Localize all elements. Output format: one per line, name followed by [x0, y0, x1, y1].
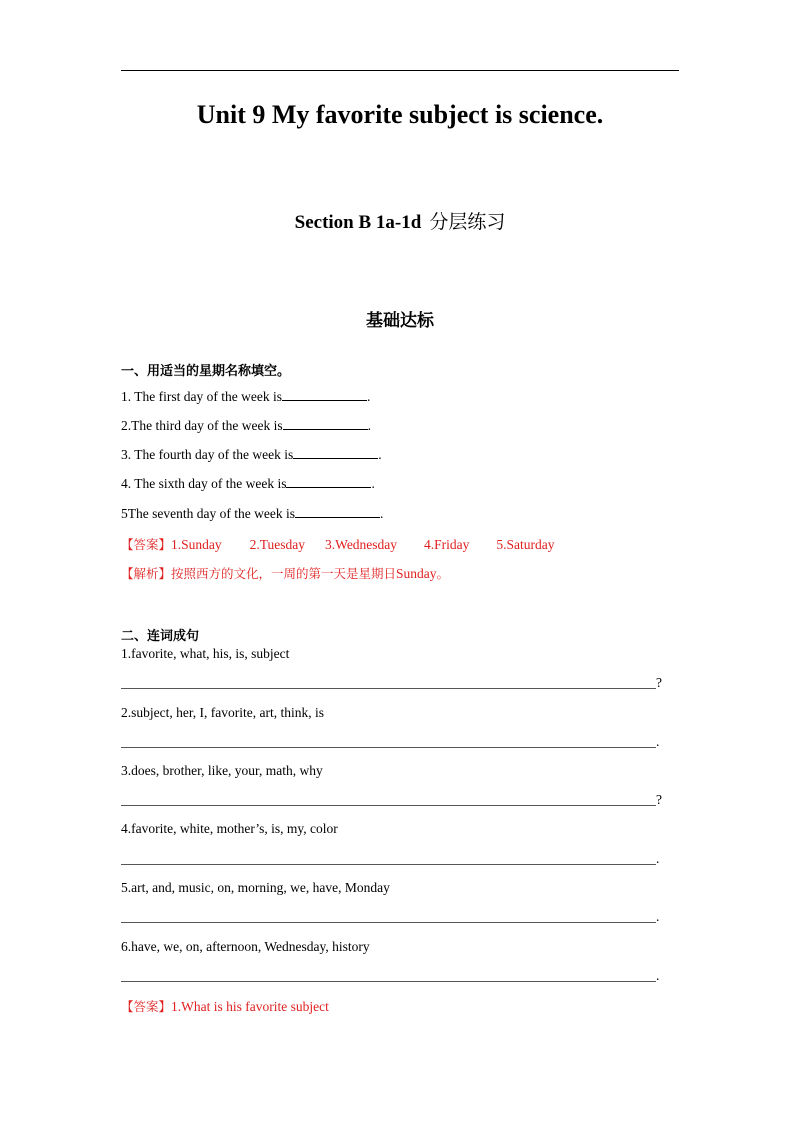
answer-blank[interactable]	[295, 506, 380, 518]
question-end: .	[379, 506, 384, 521]
answer-line[interactable]	[121, 688, 656, 689]
word-list: 5.art, and, music, on, morning, we, have, Monday	[121, 880, 390, 895]
word-list: 1.favorite, what, his, is, subject	[121, 646, 290, 661]
part1-heading: 一、用适当的星期名称填空。	[121, 364, 291, 379]
fill-question	[121, 418, 371, 434]
question-end: .	[366, 389, 371, 404]
fill-question	[121, 506, 383, 522]
question-end: .	[378, 447, 382, 462]
answer-item: 1.Sunday	[171, 537, 222, 552]
answer-item: 3.Wednesday	[325, 537, 398, 552]
part1-answer	[121, 535, 555, 553]
sentence-end: ?	[656, 792, 662, 807]
answer-blank[interactable]	[286, 476, 371, 488]
question-text: 3. The fourth day of the week is	[121, 447, 294, 462]
subtitle-chinese: 分层练习	[429, 211, 506, 233]
answer-label: 【答案】	[121, 999, 172, 1014]
answer-blank[interactable]	[282, 389, 367, 401]
header-rule	[121, 70, 679, 71]
answer-line[interactable]	[121, 805, 656, 806]
sentence-end: ?	[656, 675, 662, 690]
answer-line[interactable]	[121, 981, 656, 982]
fill-question	[121, 476, 375, 492]
answer-item: 2.Tuesday	[249, 537, 306, 552]
analysis-label: 【解析】	[121, 566, 172, 581]
word-list: 6.have, we, on, afternoon, Wednesday, history	[121, 939, 370, 954]
question-text: 4. The sixth day of the week is	[121, 476, 287, 491]
question-text: 2.The third day of the week is	[121, 418, 283, 433]
answer-item: 5.Saturday	[496, 537, 555, 552]
fill-question	[121, 447, 382, 463]
question-text: 5The seventh day of the week is	[121, 506, 295, 521]
analysis-word: Sunday	[396, 566, 437, 581]
part2-heading: 二、连词成句	[121, 629, 200, 644]
answer-label: 【答案】	[121, 537, 172, 552]
word-list: 3.does, brother, like, your, math, why	[121, 763, 323, 778]
part2-answer	[121, 997, 329, 1015]
answer-text: 1.What is his favorite subject	[171, 999, 329, 1014]
level-heading: 基础达标	[366, 311, 434, 331]
question-end: .	[367, 418, 371, 433]
answer-item: 4.Friday	[424, 537, 470, 552]
answer-blank[interactable]	[293, 447, 378, 459]
analysis-text: 按照西方的文化，一周的第一天是星期日	[171, 566, 397, 581]
answer-blank[interactable]	[283, 418, 368, 430]
answer-line[interactable]	[121, 864, 656, 865]
sentence-end: .	[656, 909, 660, 924]
sentence-end: .	[656, 734, 660, 749]
subtitle-english: Section B 1a-1d	[294, 212, 422, 233]
analysis-end: 。	[436, 566, 450, 581]
answer-line[interactable]	[121, 922, 656, 923]
word-list: 4.favorite, white, mother’s, is, my, color	[121, 821, 338, 836]
sentence-end: .	[656, 851, 660, 866]
question-end: .	[371, 476, 375, 491]
word-list: 2.subject, her, I, favorite, art, think, is	[121, 705, 325, 720]
question-text: 1. The first day of the week is	[121, 389, 282, 404]
sentence-end: .	[656, 968, 660, 983]
answer-line[interactable]	[121, 747, 656, 748]
unit-title: Unit 9 My favorite subject is science.	[196, 100, 604, 129]
fill-question	[121, 389, 370, 405]
section-subtitle	[0, 207, 800, 234]
part1-analysis	[121, 564, 449, 582]
